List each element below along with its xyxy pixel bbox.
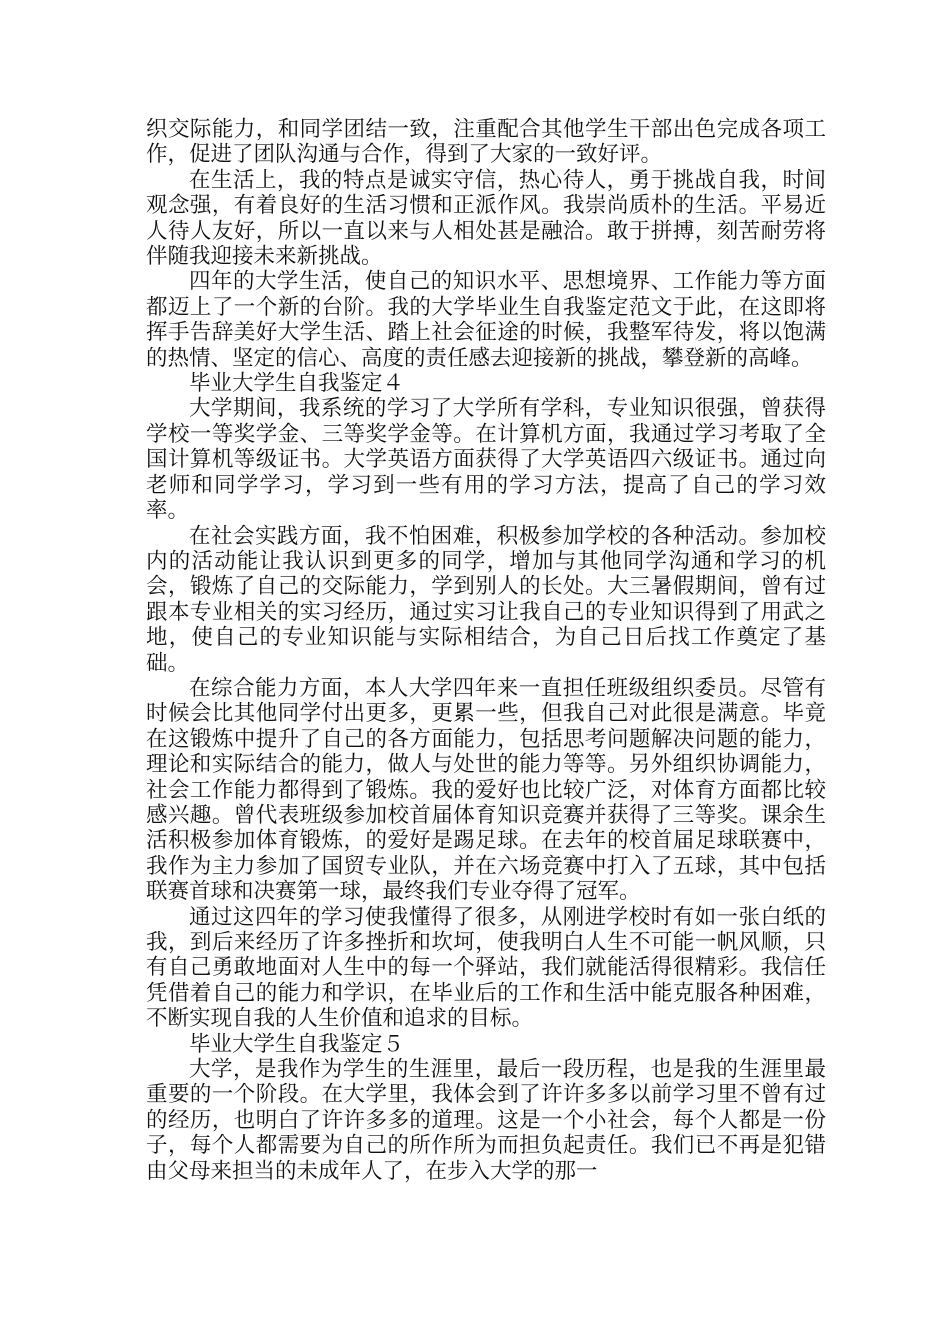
section-heading-5: 毕业大学生自我鉴定５ (189, 1031, 405, 1057)
paragraph-life: 在生活上，我的特点是诚实守信，热心待人，勇于挑战自我，时间观念强，有着良好的生活习惯和正派作风。我崇尚质朴的生活。平易近人待人友好，所以一直以来与人相处甚是融洽。敢于拼搏，刻苦耐劳将伴随我迎接未来新挑战。 (146, 167, 826, 270)
paragraph-continuation: 织交际能力，和同学团结一致，注重配合其他学生干部出色完成各项工作，促进了团队沟通与合作，得到了大家的一致好评。 (146, 117, 826, 168)
paragraph-study: 大学期间，我系统的学习了大学所有学科，专业知识很强，曾获得学校一等奖学金、三等奖学金等。在计算机方面，我通过学习考取了全国计算机等级证书。大学英语方面获得了大学英语四六级证书。通过向老师和同学学习，学习到一些有用的学习方法，提高了自己的学习效率。 (146, 396, 826, 524)
paragraph-social-practice: 在社会实践方面，我不怕困难，积极参加学校的各种活动。参加校内的活动能让我认识到更多的同学，增加与其他同学沟通和学习的机会，锻炼了自己的交际能力，学到别人的长处。大三暑假期间，曾有过跟本专业相关的实习经历，通过实习让我自己的专业知识得到了用武之地，使自己的专业知识能与实际相结合，为自己日后找工作奠定了基础。 (146, 523, 826, 676)
paragraph-summary: 通过这四年的学习使我懂得了很多，从刚进学校时有如一张白纸的我，到后来经历了许多挫折和坎坷，使我明白人生不可能一帆风顺，只有自己勇敢地面对人生中的每一个驿站，我们就能活得很精彩。我信任凭借着自己的能力和学识，在毕业后的工作和生活中能克服各种困难，不断实现自我的人生价值和追求的目标。 (146, 904, 826, 1032)
paragraph-comprehensive-ability: 在综合能力方面，本人大学四年来一直担任班级组织委员。尽管有时候会比其他同学付出更多，更累一些，但我自己对此很是满意。毕竟在这锻炼中提升了自己的各方面能力，包括思考问题解决问题的能力，理论和实际结合的能力，做人与处世的能力等等。另外组织协调能力，社会工作能力都得到了锻炼。我的爱好也比较广泛，对体育方面都比较感兴趣。曾代表班级参加校首届体育知识竞赛并获得了三等奖。课余生活积极参加体育锻炼，的爱好是踢足球。在去年的校首届足球联赛中，我作为主力参加了国贸专业队，并在六场竞赛中打入了五球，其中包括联赛首球和决赛第一球，最终我们专业夺得了冠军。 (146, 675, 826, 905)
paragraph-university: 大学，是我作为学生的生涯里，最后一段历程，也是我的生涯里最重要的一个阶段。在大学里，我体会到了许许多多以前学习里不曾有过的经历，也明白了许许多多的道理。这是一个小社会，每个人都是一份子，每个人都需要为自己的所作所为而担负起责任。我们已不再是犯错由父母来担当的未成年人了，在步入大学的那一 (146, 1057, 826, 1184)
paragraph-four-years: 四年的大学生活，使自己的知识水平、思想境界、工作能力等方面都迈上了一个新的台阶。我的大学毕业生自我鉴定范文于此，在这即将挥手告辞美好大学生活、踏上社会征途的时候，我整军待发，将以饱满的热情、坚定的信心、高度的责任感去迎接新的挑战，攀登新的高峰。 (146, 269, 826, 371)
section-heading-4: 毕业大学生自我鉴定４ (189, 371, 405, 397)
document-page (146, 117, 826, 1184)
